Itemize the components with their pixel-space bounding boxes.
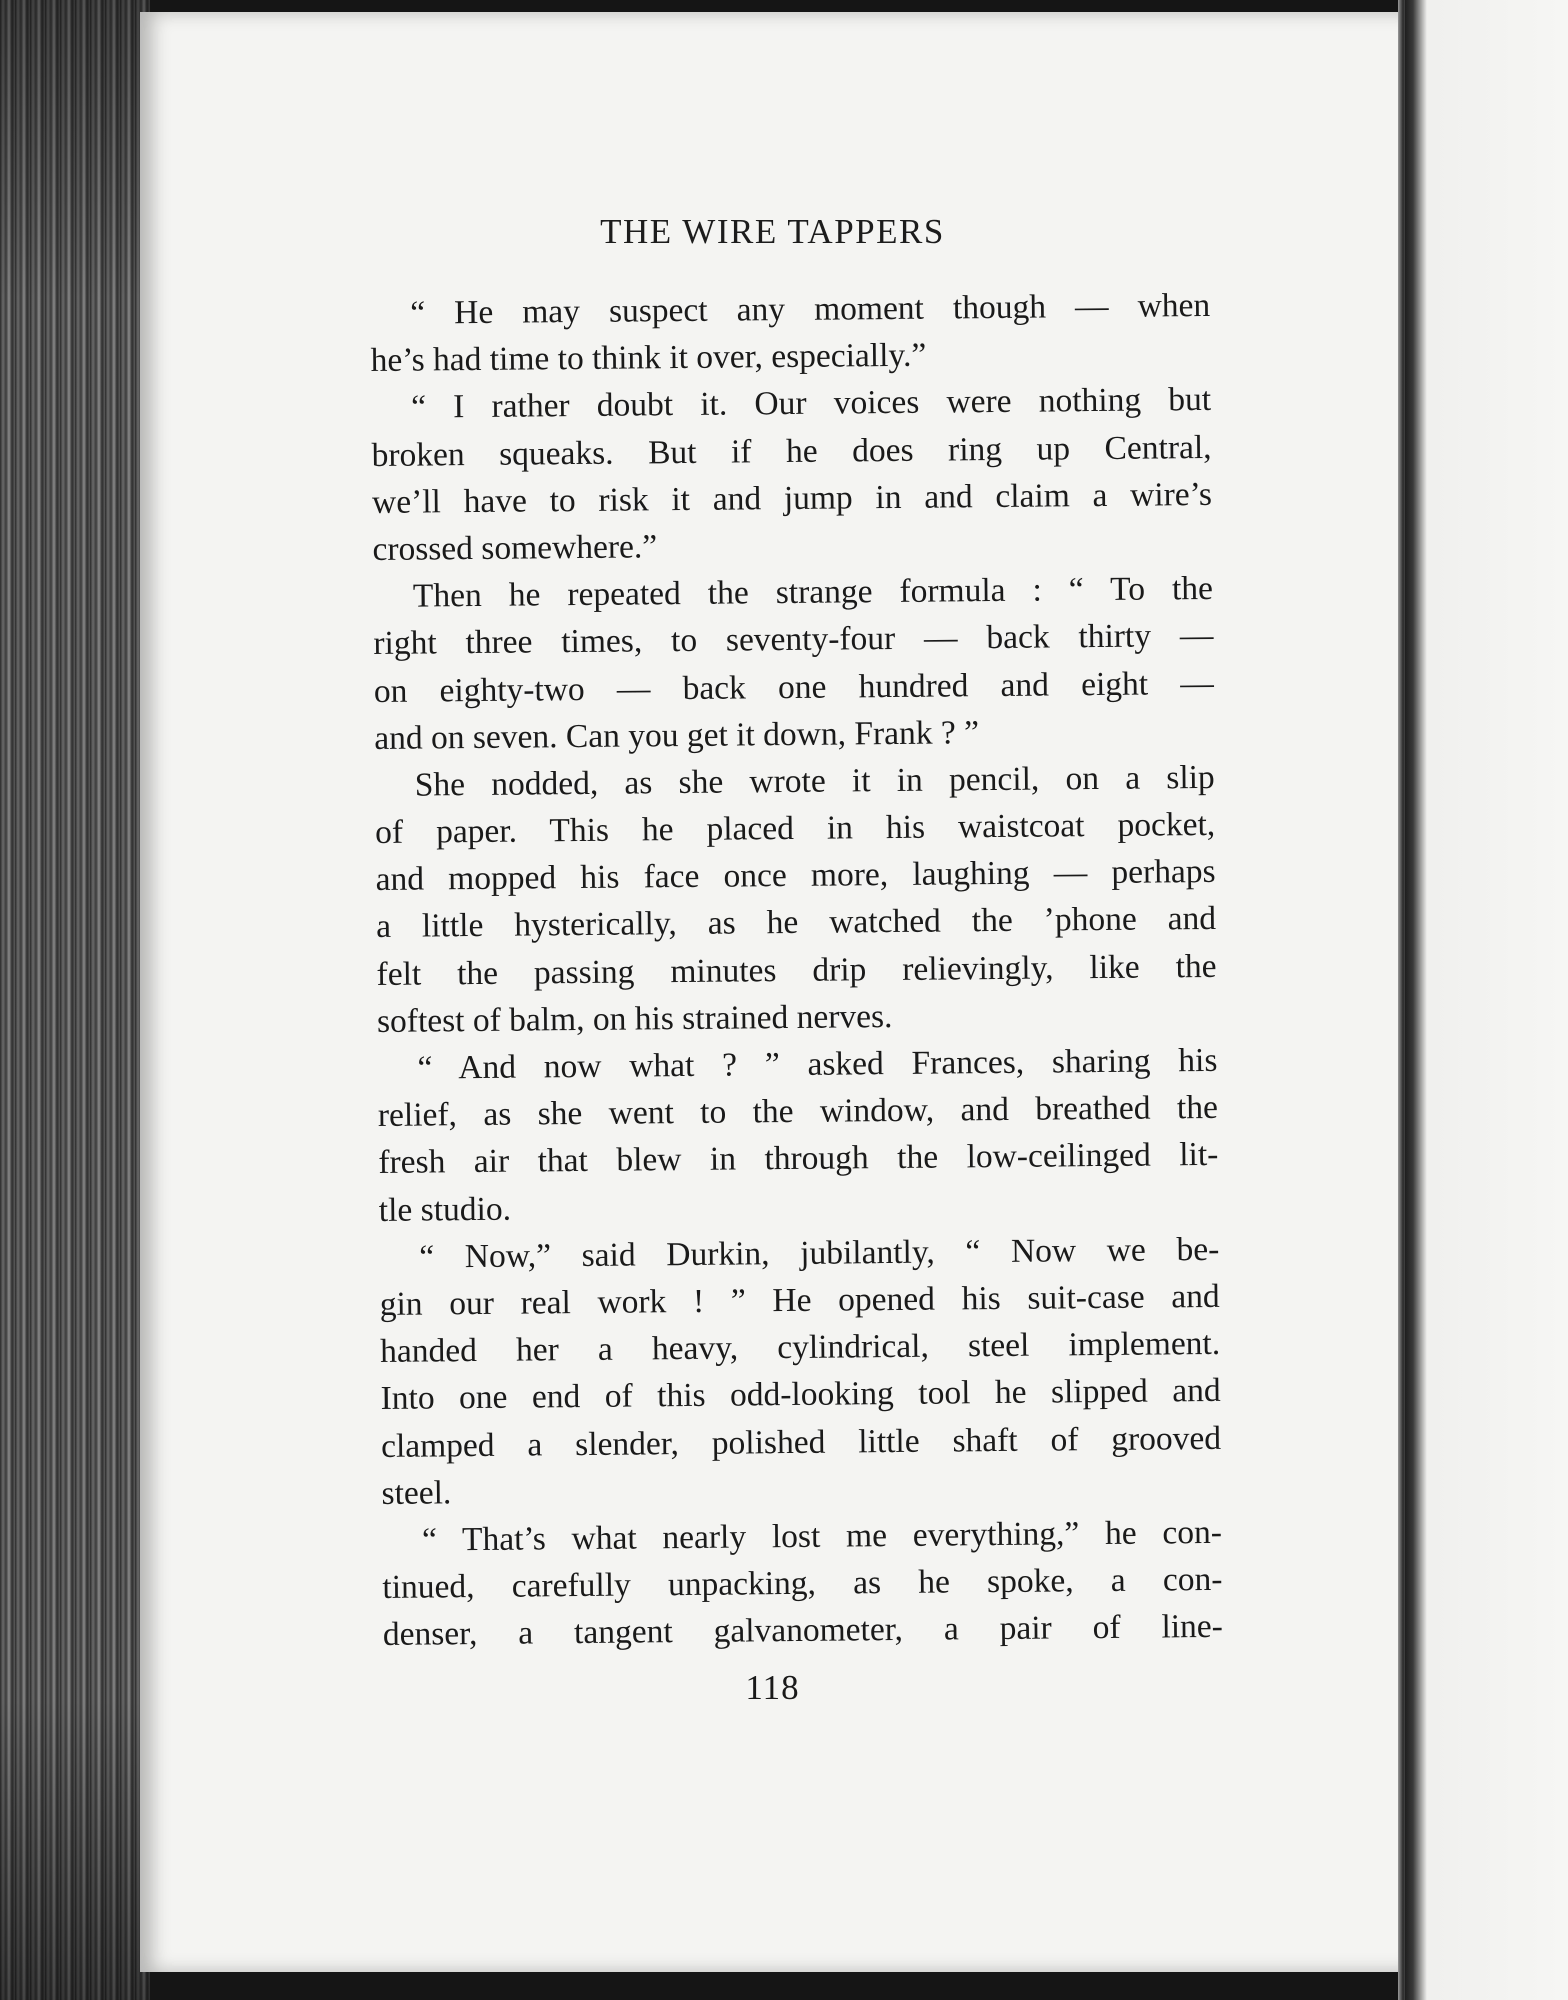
text-line: broken squeaks. But if he does ring up Central, xyxy=(371,428,1212,474)
text-line: denser, a tangent galvanometer, a pair of line- xyxy=(382,1608,1224,1654)
text-line: crossed somewhere.” xyxy=(372,528,658,568)
text-line: “ I rather doubt it. Our voices were nothing but xyxy=(410,381,1212,426)
text-line: and on seven. Can you get it down, Frank ? ” xyxy=(374,713,980,757)
text-line: gin our real work ! ” He opened his suit-case and xyxy=(379,1277,1220,1323)
text-line: on eighty-two — back one hundred and eight — xyxy=(373,664,1214,710)
text-line: of paper. This he placed in his waistcoat pocket, xyxy=(375,805,1216,852)
text-line: a little hysterically, as he watched the ’phone and xyxy=(375,900,1217,946)
text-line: tle studio. xyxy=(378,1190,512,1229)
text-line: Then he repeated the strange formula : “ To the xyxy=(412,570,1214,615)
text-line: he’s had time to think it over, especially.” xyxy=(370,336,927,380)
text-line: “ He may suspect any moment though — when xyxy=(410,286,1211,332)
text-line: softest of balm, on his strained nerves. xyxy=(376,997,893,1040)
text-line: fresh air that blew in through the low-ceilinged lit- xyxy=(378,1136,1219,1182)
text-line: and mopped his face once more, laughing — perhaps xyxy=(375,853,1216,899)
text-line: “ That’s what nearly lost me everything,” he con- xyxy=(421,1513,1223,1559)
text-line: “ Now,” said Durkin, jubilantly, “ Now we be- xyxy=(419,1230,1220,1276)
text-line: felt the passing minutes drip relievingly, like the xyxy=(376,947,1217,993)
text-line: tinued, carefully unpacking, as he spoke, a con- xyxy=(382,1560,1223,1607)
page-number: 118 xyxy=(745,1668,800,1707)
text-line: She nodded, as she wrote it in pencil, on a slip xyxy=(414,758,1215,804)
text-line: “ And now what ? ” asked Frances, sharing his xyxy=(417,1041,1218,1087)
text-line: right three times, to seventy-four — back thirty — xyxy=(373,617,1214,663)
text-line: we’ll have to risk it and jump in and claim a wire’s xyxy=(371,475,1213,521)
body-text xyxy=(370,282,1223,1658)
text-line: steel. xyxy=(381,1473,452,1512)
running-head: THE WIRE TAPPERS xyxy=(600,212,945,251)
text-line: relief, as she went to the window, and breathed the xyxy=(377,1089,1219,1135)
text-line: handed her a heavy, cylindrical, steel implement. xyxy=(380,1325,1221,1371)
text-line: clamped a slender, polished little shaft of grooved xyxy=(380,1419,1222,1465)
text-line: Into one end of this odd-looking tool he slipped and xyxy=(380,1372,1221,1418)
book-page-edges xyxy=(0,0,150,2000)
facing-page-edge xyxy=(1405,0,1568,2000)
